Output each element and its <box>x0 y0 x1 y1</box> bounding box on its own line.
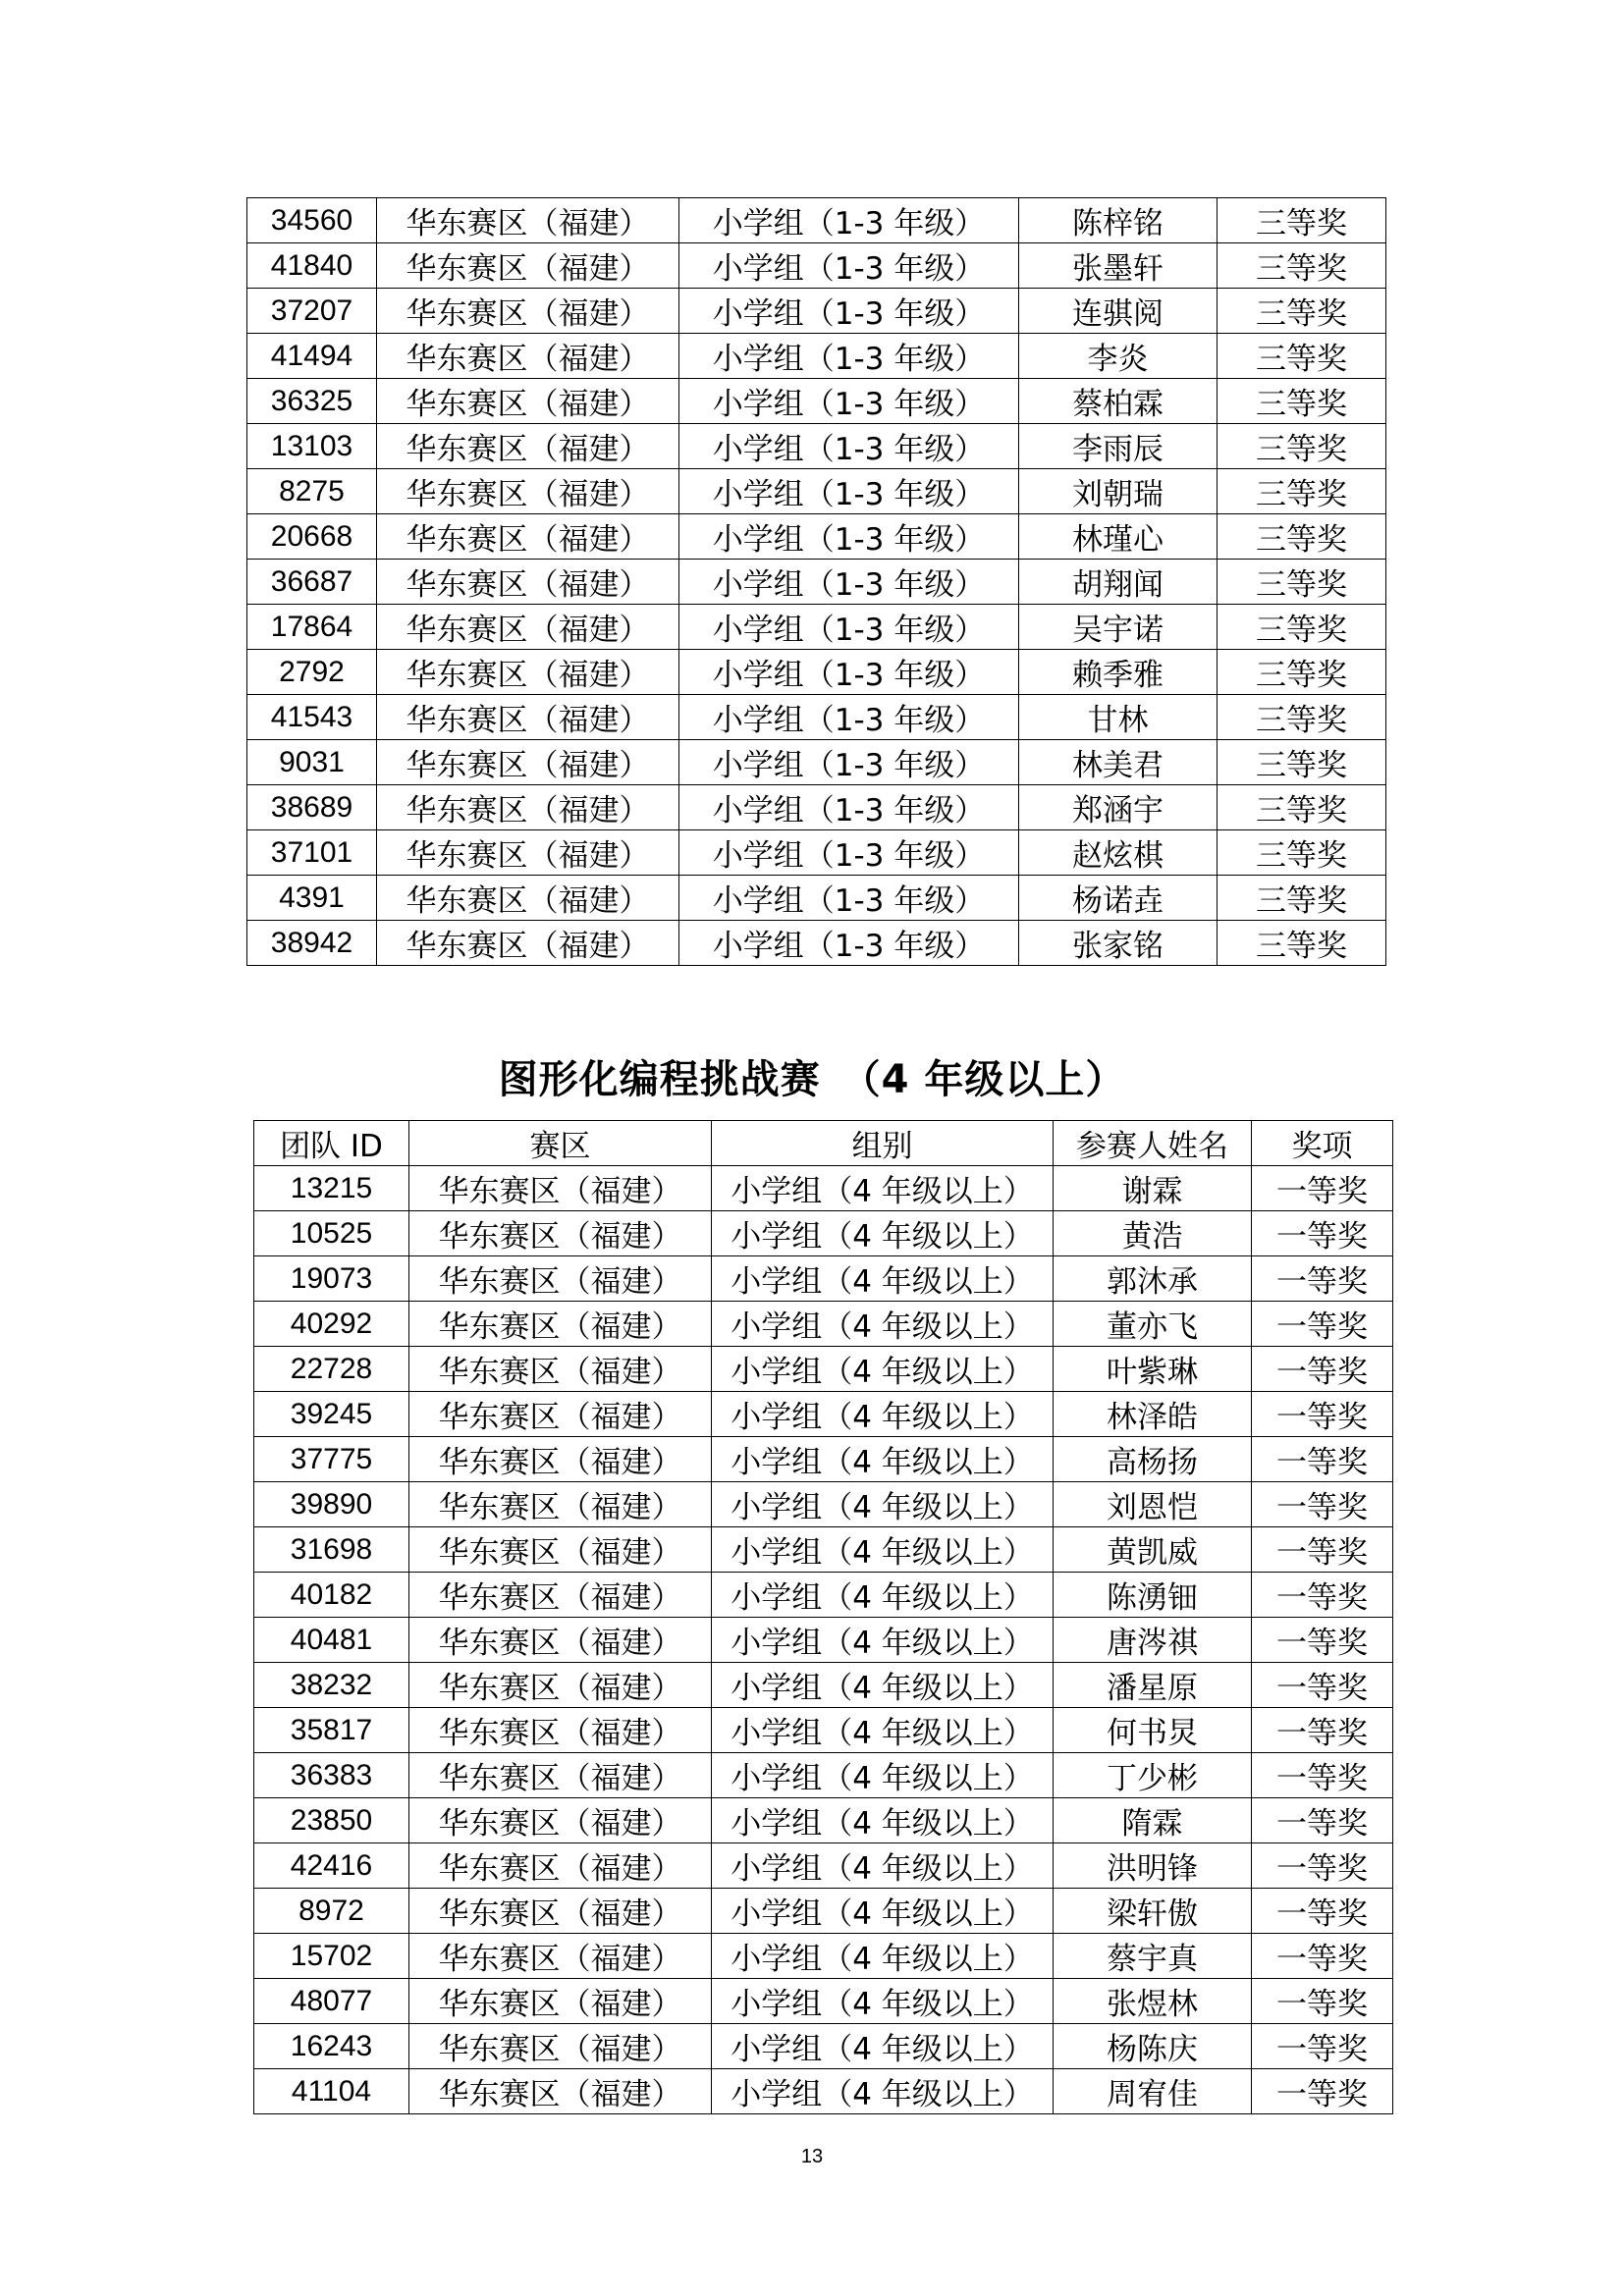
group-cell: 小学组（4 年级以上） <box>712 1527 1054 1573</box>
participant-name-cell: 黄浩 <box>1054 1211 1252 1256</box>
award-cell: 一等奖 <box>1252 1889 1393 1934</box>
award-cell: 一等奖 <box>1252 1302 1393 1347</box>
table-row <box>247 876 1386 921</box>
participant-name-cell: 郑涵宇 <box>1019 785 1218 830</box>
region-cell: 华东赛区（福建） <box>377 334 679 379</box>
table-row <box>247 289 1386 334</box>
participant-name-cell: 丁少彬 <box>1054 1753 1252 1798</box>
group-cell: 小学组（4 年级以上） <box>712 1663 1054 1708</box>
region-cell: 华东赛区（福建） <box>377 876 679 921</box>
region-cell: 华东赛区（福建） <box>409 1708 712 1753</box>
participant-name-cell: 林美君 <box>1019 740 1218 785</box>
team-id-cell: 36687 <box>247 560 377 605</box>
team-id-cell: 10525 <box>254 1211 409 1256</box>
group-cell: 小学组（4 年级以上） <box>712 1256 1054 1302</box>
participant-name-cell: 陈梓铭 <box>1019 198 1218 243</box>
table-row <box>247 650 1386 695</box>
table-row <box>254 1708 1393 1753</box>
table-row <box>254 1392 1393 1437</box>
participant-name-cell: 潘星原 <box>1054 1663 1252 1708</box>
participant-name-cell: 林瑾心 <box>1019 514 1218 560</box>
group-cell: 小学组（4 年级以上） <box>712 1979 1054 2024</box>
header-team-id: 团队 ID <box>254 1121 409 1166</box>
table-row <box>254 1527 1393 1573</box>
group-cell: 小学组（1-3 年级） <box>679 514 1019 560</box>
participant-name-cell: 洪明锋 <box>1054 1843 1252 1889</box>
participant-name-cell: 李炎 <box>1019 334 1218 379</box>
participant-name-cell: 周宥佳 <box>1054 2069 1252 2114</box>
award-cell: 一等奖 <box>1252 1573 1393 1618</box>
group-cell: 小学组（4 年级以上） <box>712 1573 1054 1618</box>
region-cell: 华东赛区（福建） <box>377 650 679 695</box>
participant-name-cell: 唐涔祺 <box>1054 1618 1252 1663</box>
team-id-cell: 13215 <box>254 1166 409 1211</box>
participant-name-cell: 刘朝瑞 <box>1019 469 1218 514</box>
group-cell: 小学组（1-3 年级） <box>679 243 1019 289</box>
participant-name-cell: 隋霖 <box>1054 1798 1252 1843</box>
team-id-cell: 37101 <box>247 830 377 876</box>
table-row <box>247 198 1386 243</box>
award-cell: 一等奖 <box>1252 1211 1393 1256</box>
award-cell: 一等奖 <box>1252 1798 1393 1843</box>
table-row <box>247 334 1386 379</box>
participant-name-cell: 杨诺垚 <box>1019 876 1218 921</box>
award-cell: 三等奖 <box>1218 514 1386 560</box>
table-row <box>247 921 1386 966</box>
participant-name-cell: 李雨辰 <box>1019 424 1218 469</box>
table-row <box>254 1437 1393 1482</box>
table-row <box>254 1889 1393 1934</box>
participant-name-cell: 张墨轩 <box>1019 243 1218 289</box>
group-cell: 小学组（4 年级以上） <box>712 1708 1054 1753</box>
region-cell: 华东赛区（福建） <box>409 1889 712 1934</box>
team-id-cell: 20668 <box>247 514 377 560</box>
group-cell: 小学组（1-3 年级） <box>679 198 1019 243</box>
group-cell: 小学组（1-3 年级） <box>679 876 1019 921</box>
group-cell: 小学组（1-3 年级） <box>679 334 1019 379</box>
region-cell: 华东赛区（福建） <box>409 2069 712 2114</box>
participant-name-cell: 叶紫琳 <box>1054 1347 1252 1392</box>
award-cell: 三等奖 <box>1218 695 1386 740</box>
group-cell: 小学组（4 年级以上） <box>712 1934 1054 1979</box>
team-id-cell: 36325 <box>247 379 377 424</box>
group-cell: 小学组（4 年级以上） <box>712 1166 1054 1211</box>
region-cell: 华东赛区（福建） <box>409 1573 712 1618</box>
team-id-cell: 42416 <box>254 1843 409 1889</box>
region-cell: 华东赛区（福建） <box>377 424 679 469</box>
region-cell: 华东赛区（福建） <box>377 243 679 289</box>
table-row <box>254 1618 1393 1663</box>
team-id-cell: 9031 <box>247 740 377 785</box>
table-row <box>247 560 1386 605</box>
group-cell: 小学组（4 年级以上） <box>712 1482 1054 1527</box>
region-cell: 华东赛区（福建） <box>377 289 679 334</box>
team-id-cell: 17864 <box>247 605 377 650</box>
group-cell: 小学组（1-3 年级） <box>679 424 1019 469</box>
team-id-cell: 38942 <box>247 921 377 966</box>
participant-name-cell: 张煜林 <box>1054 1979 1252 2024</box>
team-id-cell: 39890 <box>254 1482 409 1527</box>
region-cell: 华东赛区（福建） <box>377 695 679 740</box>
group-cell: 小学组（4 年级以上） <box>712 1392 1054 1437</box>
table-row <box>247 514 1386 560</box>
group-cell: 小学组（4 年级以上） <box>712 1753 1054 1798</box>
team-id-cell: 2792 <box>247 650 377 695</box>
participant-name-cell: 杨陈庆 <box>1054 2024 1252 2069</box>
team-id-cell: 16243 <box>254 2024 409 2069</box>
award-cell: 一等奖 <box>1252 1347 1393 1392</box>
award-cell: 三等奖 <box>1218 469 1386 514</box>
award-cell: 一等奖 <box>1252 1979 1393 2024</box>
table-row <box>254 1753 1393 1798</box>
table-row <box>247 740 1386 785</box>
region-cell: 华东赛区（福建） <box>377 469 679 514</box>
region-cell: 华东赛区（福建） <box>377 514 679 560</box>
table-row <box>247 243 1386 289</box>
participant-name-cell: 张家铭 <box>1019 921 1218 966</box>
participant-name-cell: 赵炫棋 <box>1019 830 1218 876</box>
award-table-4-grade-up <box>253 1120 1393 2114</box>
award-cell: 一等奖 <box>1252 1392 1393 1437</box>
team-id-cell: 40481 <box>254 1618 409 1663</box>
award-cell: 一等奖 <box>1252 1663 1393 1708</box>
team-id-cell: 41840 <box>247 243 377 289</box>
participant-name-cell: 连骐阅 <box>1019 289 1218 334</box>
team-id-cell: 38689 <box>247 785 377 830</box>
award-cell: 一等奖 <box>1252 1482 1393 1527</box>
award-cell: 一等奖 <box>1252 1753 1393 1798</box>
group-cell: 小学组（4 年级以上） <box>712 2024 1054 2069</box>
region-cell: 华东赛区（福建） <box>409 1302 712 1347</box>
team-id-cell: 36383 <box>254 1753 409 1798</box>
group-cell: 小学组（1-3 年级） <box>679 921 1019 966</box>
award-table-4-grade-up-body <box>254 1166 1393 2114</box>
region-cell: 华东赛区（福建） <box>409 1166 712 1211</box>
region-cell: 华东赛区（福建） <box>409 1979 712 2024</box>
participant-name-cell: 黄凯威 <box>1054 1527 1252 1573</box>
region-cell: 华东赛区（福建） <box>409 1482 712 1527</box>
team-id-cell: 40182 <box>254 1573 409 1618</box>
table-row <box>254 1979 1393 2024</box>
region-cell: 华东赛区（福建） <box>377 198 679 243</box>
award-cell: 三等奖 <box>1218 740 1386 785</box>
header-row <box>254 1121 1393 1166</box>
table-row <box>247 695 1386 740</box>
section-title: 图形化编程挑战赛 （4 年级以上） <box>498 1057 1126 1102</box>
region-cell: 华东赛区（福建） <box>377 560 679 605</box>
group-cell: 小学组（1-3 年级） <box>679 379 1019 424</box>
region-cell: 华东赛区（福建） <box>409 2024 712 2069</box>
region-cell: 华东赛区（福建） <box>409 1256 712 1302</box>
award-cell: 一等奖 <box>1252 1437 1393 1482</box>
group-cell: 小学组（1-3 年级） <box>679 469 1019 514</box>
award-cell: 一等奖 <box>1252 2069 1393 2114</box>
header-group: 组别 <box>712 1121 1054 1166</box>
team-id-cell: 38232 <box>254 1663 409 1708</box>
group-cell: 小学组（1-3 年级） <box>679 289 1019 334</box>
region-cell: 华东赛区（福建） <box>377 379 679 424</box>
region-cell: 华东赛区（福建） <box>377 740 679 785</box>
region-cell: 华东赛区（福建） <box>409 1527 712 1573</box>
region-cell: 华东赛区（福建） <box>409 1347 712 1392</box>
participant-name-cell: 胡翔闻 <box>1019 560 1218 605</box>
table-row <box>254 1843 1393 1889</box>
group-cell: 小学组（4 年级以上） <box>712 1437 1054 1482</box>
region-cell: 华东赛区（福建） <box>409 1392 712 1437</box>
region-cell: 华东赛区（福建） <box>409 1843 712 1889</box>
header-region: 赛区 <box>409 1121 712 1166</box>
participant-name-cell: 郭沐承 <box>1054 1256 1252 1302</box>
region-cell: 华东赛区（福建） <box>377 605 679 650</box>
participant-name-cell: 董亦飞 <box>1054 1302 1252 1347</box>
page-number: 13 <box>800 2146 824 2167</box>
team-id-cell: 41104 <box>254 2069 409 2114</box>
award-cell: 三等奖 <box>1218 334 1386 379</box>
team-id-cell: 37207 <box>247 289 377 334</box>
group-cell: 小学组（4 年级以上） <box>712 2069 1054 2114</box>
participant-name-cell: 梁轩傲 <box>1054 1889 1252 1934</box>
award-cell: 三等奖 <box>1218 379 1386 424</box>
group-cell: 小学组（4 年级以上） <box>712 1889 1054 1934</box>
award-cell: 三等奖 <box>1218 243 1386 289</box>
award-cell: 三等奖 <box>1218 650 1386 695</box>
participant-name-cell: 林泽皓 <box>1054 1392 1252 1437</box>
region-cell: 华东赛区（福建） <box>409 1437 712 1482</box>
award-cell: 一等奖 <box>1252 1527 1393 1573</box>
table-row <box>247 379 1386 424</box>
participant-name-cell: 吴宇诺 <box>1019 605 1218 650</box>
table-row <box>254 1302 1393 1347</box>
award-cell: 一等奖 <box>1252 1934 1393 1979</box>
team-id-cell: 4391 <box>247 876 377 921</box>
award-cell: 一等奖 <box>1252 1708 1393 1753</box>
team-id-cell: 41543 <box>247 695 377 740</box>
team-id-cell: 13103 <box>247 424 377 469</box>
participant-name-cell: 蔡柏霖 <box>1019 379 1218 424</box>
table-row <box>254 1347 1393 1392</box>
award-cell: 三等奖 <box>1218 785 1386 830</box>
award-cell: 三等奖 <box>1218 560 1386 605</box>
group-cell: 小学组（4 年级以上） <box>712 1798 1054 1843</box>
team-id-cell: 37775 <box>254 1437 409 1482</box>
award-cell: 一等奖 <box>1252 1618 1393 1663</box>
award-cell: 三等奖 <box>1218 921 1386 966</box>
team-id-cell: 22728 <box>254 1347 409 1392</box>
table-row <box>254 2069 1393 2114</box>
award-cell: 一等奖 <box>1252 1166 1393 1211</box>
table-row <box>254 1482 1393 1527</box>
region-cell: 华东赛区（福建） <box>409 1211 712 1256</box>
group-cell: 小学组（4 年级以上） <box>712 1843 1054 1889</box>
team-id-cell: 34560 <box>247 198 377 243</box>
group-cell: 小学组（1-3 年级） <box>679 605 1019 650</box>
team-id-cell: 39245 <box>254 1392 409 1437</box>
award-cell: 一等奖 <box>1252 1256 1393 1302</box>
participant-name-cell: 陈湧钿 <box>1054 1573 1252 1618</box>
award-cell: 一等奖 <box>1252 1843 1393 1889</box>
team-id-cell: 35817 <box>254 1708 409 1753</box>
participant-name-cell: 蔡宇真 <box>1054 1934 1252 1979</box>
participant-name-cell: 高杨扬 <box>1054 1437 1252 1482</box>
region-cell: 华东赛区（福建） <box>409 1934 712 1979</box>
table-row <box>254 2024 1393 2069</box>
award-cell: 三等奖 <box>1218 876 1386 921</box>
team-id-cell: 41494 <box>247 334 377 379</box>
table-row <box>254 1256 1393 1302</box>
award-table-1-3-grade <box>246 197 1386 966</box>
team-id-cell: 48077 <box>254 1979 409 2024</box>
group-cell: 小学组（1-3 年级） <box>679 785 1019 830</box>
region-cell: 华东赛区（福建） <box>409 1798 712 1843</box>
award-cell: 三等奖 <box>1218 198 1386 243</box>
participant-name-cell: 何书炅 <box>1054 1708 1252 1753</box>
table-row <box>247 424 1386 469</box>
team-id-cell: 15702 <box>254 1934 409 1979</box>
region-cell: 华东赛区（福建） <box>377 830 679 876</box>
header-award: 奖项 <box>1252 1121 1393 1166</box>
group-cell: 小学组（1-3 年级） <box>679 650 1019 695</box>
group-cell: 小学组（4 年级以上） <box>712 1347 1054 1392</box>
header-participant-name: 参赛人姓名 <box>1054 1121 1252 1166</box>
group-cell: 小学组（4 年级以上） <box>712 1618 1054 1663</box>
table-row <box>254 1573 1393 1618</box>
group-cell: 小学组（1-3 年级） <box>679 830 1019 876</box>
table-row <box>247 830 1386 876</box>
award-cell: 三等奖 <box>1218 289 1386 334</box>
table-row <box>254 1663 1393 1708</box>
table-row <box>254 1798 1393 1843</box>
award-cell: 三等奖 <box>1218 830 1386 876</box>
team-id-cell: 23850 <box>254 1798 409 1843</box>
award-cell: 三等奖 <box>1218 605 1386 650</box>
team-id-cell: 31698 <box>254 1527 409 1573</box>
team-id-cell: 19073 <box>254 1256 409 1302</box>
region-cell: 华东赛区（福建） <box>409 1753 712 1798</box>
award-cell: 三等奖 <box>1218 424 1386 469</box>
table-row <box>254 1934 1393 1979</box>
table-row <box>247 605 1386 650</box>
team-id-cell: 40292 <box>254 1302 409 1347</box>
team-id-cell: 8275 <box>247 469 377 514</box>
group-cell: 小学组（4 年级以上） <box>712 1302 1054 1347</box>
table-row <box>247 785 1386 830</box>
award-cell: 一等奖 <box>1252 2024 1393 2069</box>
region-cell: 华东赛区（福建） <box>409 1618 712 1663</box>
award-table-1-3-grade-body <box>247 198 1386 966</box>
award-table-4-grade-up-header <box>254 1121 1393 1166</box>
table-row <box>254 1166 1393 1211</box>
participant-name-cell: 甘林 <box>1019 695 1218 740</box>
team-id-cell: 8972 <box>254 1889 409 1934</box>
participant-name-cell: 谢霖 <box>1054 1166 1252 1211</box>
group-cell: 小学组（1-3 年级） <box>679 695 1019 740</box>
table-row <box>247 469 1386 514</box>
region-cell: 华东赛区（福建） <box>409 1663 712 1708</box>
group-cell: 小学组（1-3 年级） <box>679 740 1019 785</box>
participant-name-cell: 赖季雅 <box>1019 650 1218 695</box>
group-cell: 小学组（4 年级以上） <box>712 1211 1054 1256</box>
participant-name-cell: 刘恩恺 <box>1054 1482 1252 1527</box>
region-cell: 华东赛区（福建） <box>377 785 679 830</box>
group-cell: 小学组（1-3 年级） <box>679 560 1019 605</box>
table-row <box>254 1211 1393 1256</box>
region-cell: 华东赛区（福建） <box>377 921 679 966</box>
